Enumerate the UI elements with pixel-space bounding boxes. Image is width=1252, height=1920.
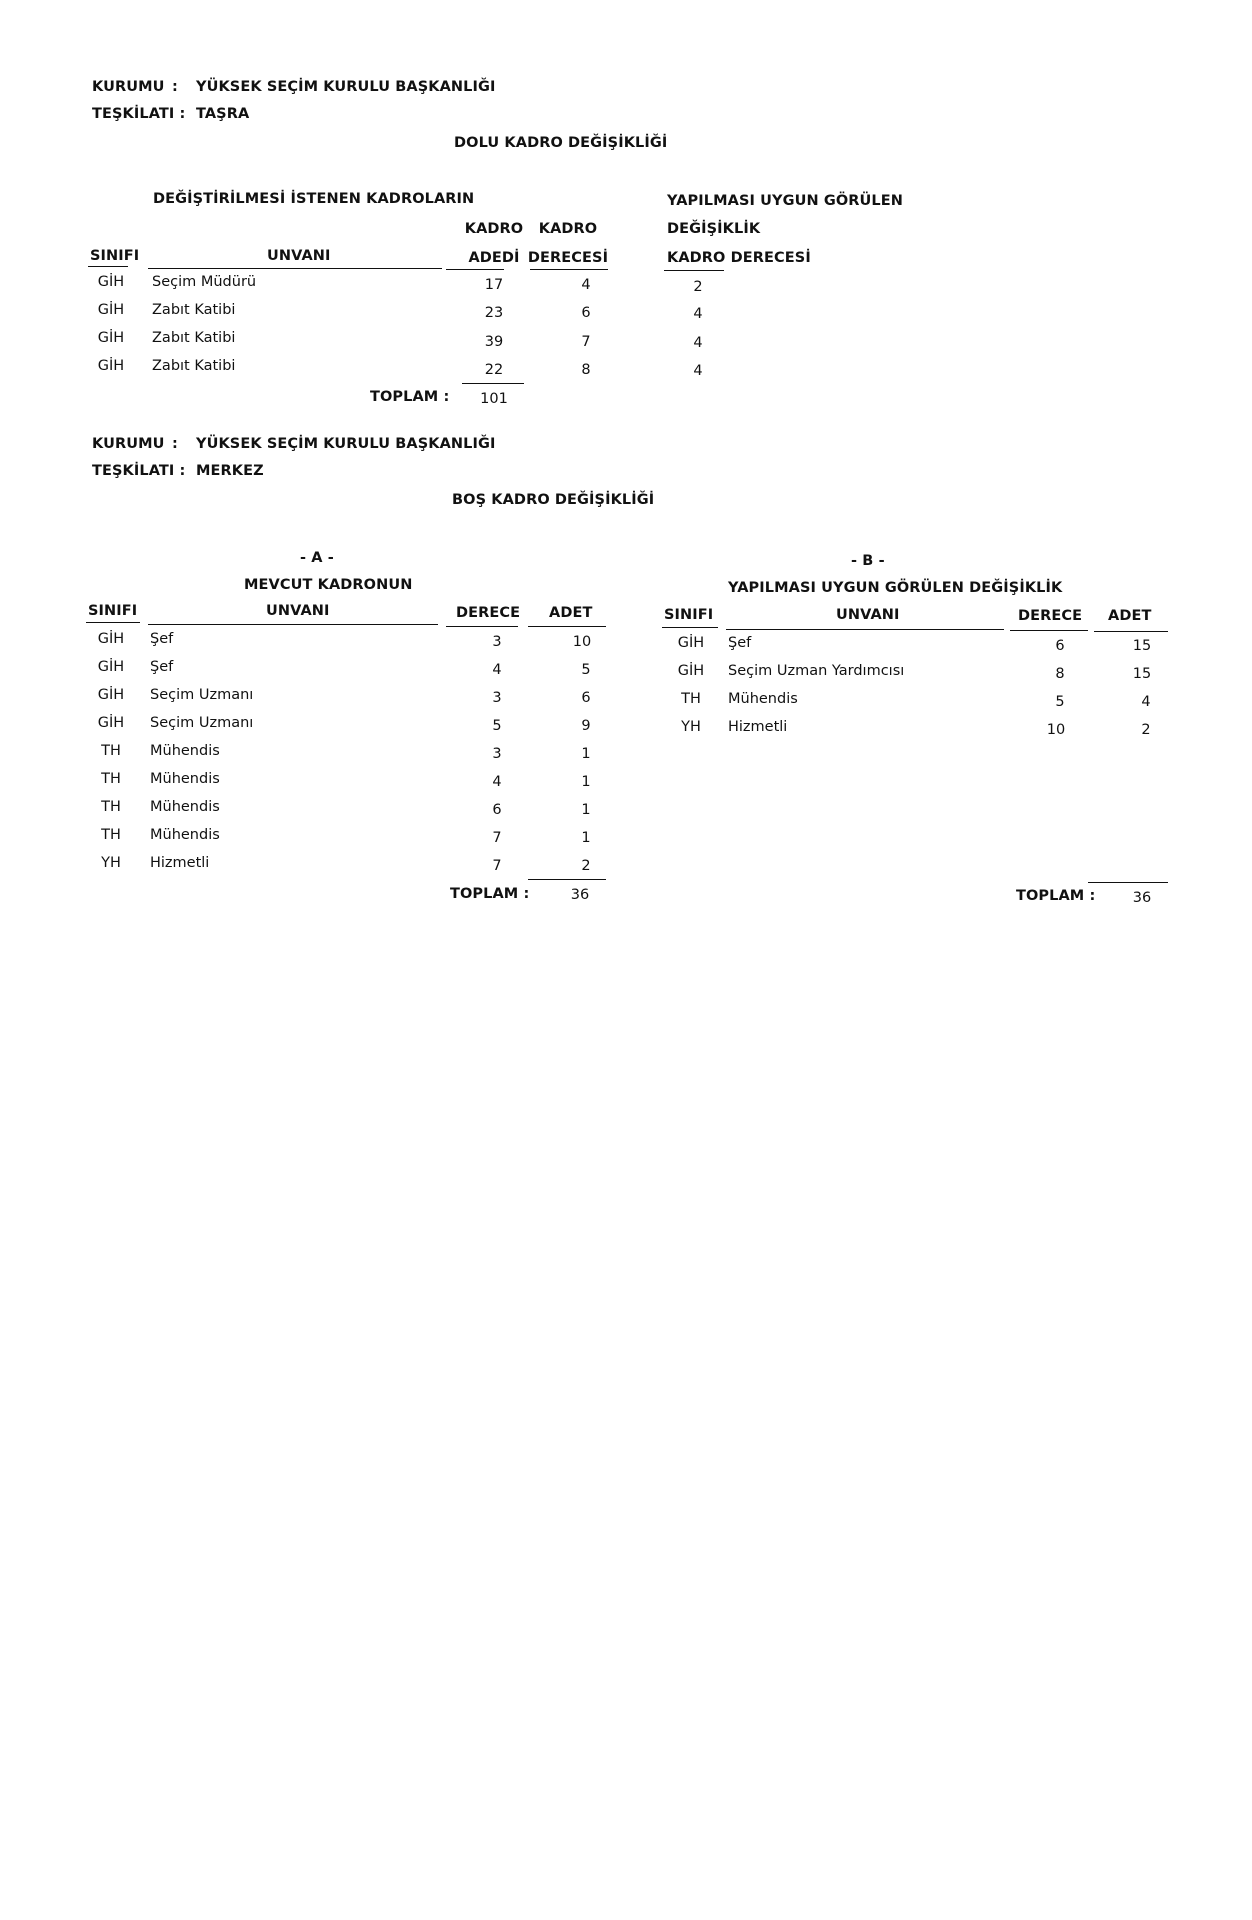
row-sinifi: TH [101,827,121,843]
row-adet: 15 [1132,666,1152,682]
row-adedi: 17 [484,277,504,293]
a-toplam-label: TOPLAM : [450,886,530,902]
kurumu-value: YÜKSEK SEÇİM KURULU BAŞKANLIĞI [196,436,496,452]
col-new-kadro-derecesi: KADRO DERECESİ [667,250,811,266]
row-derece: 3 [492,746,502,762]
row-derece: 8 [1055,666,1065,682]
teskilati-label: TEŞKİLATI : [92,106,186,122]
row-adet: 2 [1141,722,1151,738]
row-unvani: Şef [728,635,752,651]
row-adet: 2 [581,858,591,874]
header-rule [530,269,608,270]
teskilati-value: MERKEZ [196,463,264,479]
header-rule [528,626,606,627]
row-unvani: Seçim Uzmanı [150,715,254,731]
row-derece: 4 [492,774,502,790]
row-yeni-derece: 4 [693,335,703,351]
row-sinifi: TH [101,771,121,787]
row-unvani: Mühendis [150,743,220,759]
right-heading-line1: YAPILMASI UYGUN GÖRÜLEN [667,193,904,209]
row-sinifi: YH [101,855,121,871]
row-adedi: 23 [484,305,504,321]
a-col-unvani: UNVANI [266,603,330,619]
b-toplam-label: TOPLAM : [1016,888,1096,904]
row-sinifi: GİH [97,274,125,290]
kurumu-label: KURUMU [92,436,165,452]
row-unvani: Seçim Uzman Yardımcısı [728,663,905,679]
row-unvani: Zabıt Katibi [152,358,236,374]
teskilati-value: TAŞRA [196,106,250,122]
b-col-sinifi: SINIFI [664,607,714,623]
row-sinifi: GİH [97,659,125,675]
row-derecesi: 8 [581,362,591,378]
row-derece: 5 [492,718,502,734]
row-unvani: Mühendis [150,771,220,787]
a-toplam-value: 36 [570,887,590,903]
row-sinifi: GİH [677,663,705,679]
part-b-heading: YAPILMASI UYGUN GÖRÜLEN DEĞİŞİKLİK [728,580,1063,596]
row-sinifi: GİH [97,631,125,647]
row-adet: 15 [1132,638,1152,654]
row-unvani: Hizmetli [150,855,210,871]
row-adedi: 22 [484,362,504,378]
row-sinifi: GİH [97,330,125,346]
row-adet: 6 [581,690,591,706]
row-unvani: Mühendis [150,827,220,843]
row-sinifi: TH [101,743,121,759]
col-sinifi: SINIFI [90,248,140,264]
row-sinifi: GİH [97,302,125,318]
col-unvani: UNVANI [267,248,331,264]
row-derece: 3 [492,634,502,650]
row-unvani: Şef [150,659,174,675]
part-b-marker: - B - [851,553,885,569]
row-unvani: Seçim Uzmanı [150,687,254,703]
row-derece: 5 [1055,694,1065,710]
b-toplam-value: 36 [1132,890,1152,906]
row-adedi: 39 [484,334,504,350]
total-rule [462,383,524,384]
a-col-adet: ADET [549,605,593,621]
row-sinifi: YH [681,719,701,735]
row-adet: 1 [581,830,591,846]
col-kadro-adedi-line1: KADRO [464,221,524,237]
header-rule [148,624,438,625]
kurumu-colon: : [172,79,178,95]
section-title: BOŞ KADRO DEĞİŞİKLİĞİ [452,492,655,508]
row-sinifi: GİH [97,687,125,703]
header-rule [664,270,724,271]
row-derecesi: 6 [581,305,591,321]
header-rule [1094,631,1168,632]
header-rule [662,627,718,628]
teskilati-label: TEŞKİLATI : [92,463,186,479]
row-derecesi: 7 [581,334,591,350]
kurumu-label: KURUMU [92,79,165,95]
row-unvani: Mühendis [150,799,220,815]
total-rule [1088,882,1168,883]
row-sinifi: GİH [677,635,705,651]
row-derece: 6 [1055,638,1065,654]
header-rule [88,266,128,267]
row-unvani: Mühendis [728,691,798,707]
row-unvani: Şef [150,631,174,647]
row-derece: 4 [492,662,502,678]
row-adet: 9 [581,718,591,734]
section-title: DOLU KADRO DEĞİŞİKLİĞİ [454,135,668,151]
row-derece: 7 [492,830,502,846]
col-kadro-adedi-line2: ADEDİ [468,250,520,266]
header-rule [148,268,442,269]
total-rule [528,879,606,880]
row-adet: 10 [572,634,592,650]
kurumu-colon: : [172,436,178,452]
left-heading: DEĞİŞTİRİLMESİ İSTENEN KADROLARIN [153,191,475,207]
col-kadro-derecesi-line1: KADRO [538,221,598,237]
row-unvani: Zabıt Katibi [152,330,236,346]
row-derece: 7 [492,858,502,874]
header-rule [446,626,518,627]
row-unvani: Seçim Müdürü [152,274,257,290]
row-adet: 1 [581,746,591,762]
row-sinifi: GİH [97,358,125,374]
header-rule [446,269,504,270]
row-sinifi: TH [101,799,121,815]
col-kadro-derecesi-line2: DERECESİ [527,250,609,266]
header-rule [726,629,1004,630]
row-derece: 6 [492,802,502,818]
toplam-value: 101 [480,391,508,407]
row-derece: 10 [1046,722,1066,738]
toplam-label: TOPLAM : [370,389,450,405]
row-sinifi: GİH [97,715,125,731]
row-unvani: Zabıt Katibi [152,302,236,318]
a-col-sinifi: SINIFI [88,603,138,619]
a-col-derece: DERECE [456,605,521,621]
row-sinifi: TH [681,691,701,707]
b-col-derece: DERECE [1018,608,1083,624]
row-derecesi: 4 [581,277,591,293]
row-yeni-derece: 2 [693,279,703,295]
b-col-adet: ADET [1108,608,1152,624]
header-rule [1010,630,1088,631]
row-derece: 3 [492,690,502,706]
row-yeni-derece: 4 [693,306,703,322]
header-rule [86,622,140,623]
kurumu-value: YÜKSEK SEÇİM KURULU BAŞKANLIĞI [196,79,496,95]
right-heading-line2: DEĞİŞİKLİK [667,221,761,237]
row-adet: 5 [581,662,591,678]
b-col-unvani: UNVANI [836,607,900,623]
row-adet: 1 [581,802,591,818]
row-adet: 1 [581,774,591,790]
row-unvani: Hizmetli [728,719,788,735]
part-a-marker: - A - [300,550,334,566]
row-yeni-derece: 4 [693,363,703,379]
row-adet: 4 [1141,694,1151,710]
part-a-heading: MEVCUT KADRONUN [244,577,413,593]
